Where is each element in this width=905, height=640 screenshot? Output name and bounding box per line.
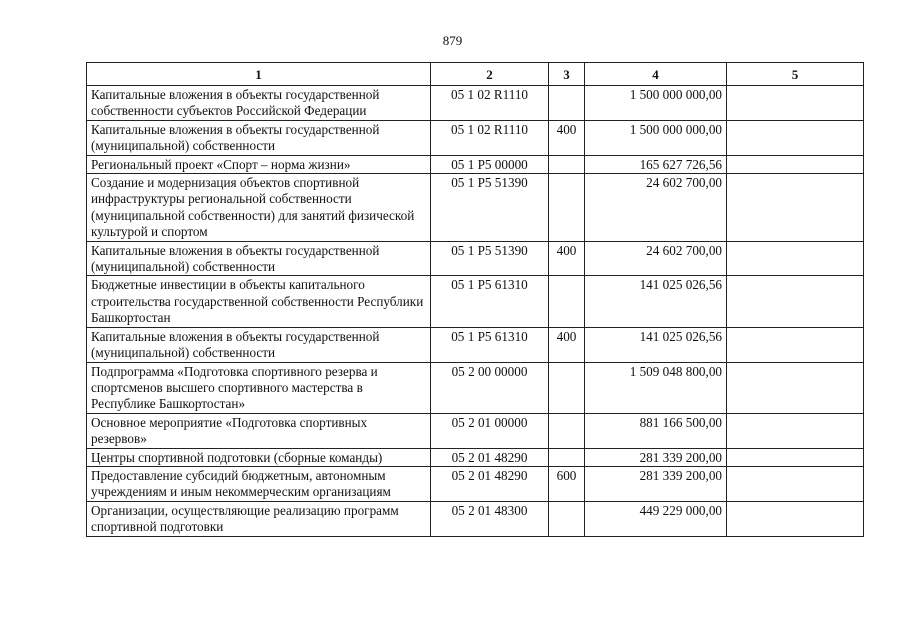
row-vr-cell xyxy=(549,174,585,242)
header-col-5: 5 xyxy=(727,63,864,86)
row-col5-cell xyxy=(727,413,864,448)
row-col5-cell xyxy=(727,241,864,276)
row-code-cell: 05 1 P5 61310 xyxy=(431,327,549,362)
row-code-cell: 05 1 P5 51390 xyxy=(431,174,549,242)
row-name-cell: Центры спортивной подготовки (сборные команды) xyxy=(87,448,431,466)
row-vr-cell: 400 xyxy=(549,241,585,276)
row-col5-cell xyxy=(727,362,864,413)
row-name-cell: Региональный проект «Спорт – норма жизни» xyxy=(87,155,431,173)
row-amount-cell: 1 509 048 800,00 xyxy=(585,362,727,413)
row-col5-cell xyxy=(727,276,864,327)
row-vr-cell xyxy=(549,501,585,536)
table-row xyxy=(87,155,864,173)
row-amount-cell: 281 339 200,00 xyxy=(585,448,727,466)
row-code-cell: 05 1 P5 00000 xyxy=(431,155,549,173)
table-row xyxy=(87,120,864,155)
table-row xyxy=(87,501,864,536)
row-name-cell: Капитальные вложения в объекты государственной собственности субъектов Российской Федерации xyxy=(87,86,431,121)
header-col-3: 3 xyxy=(549,63,585,86)
table-row xyxy=(87,241,864,276)
table-row xyxy=(87,276,864,327)
table-row xyxy=(87,448,864,466)
table-row xyxy=(87,362,864,413)
table-row xyxy=(87,86,864,121)
row-col5-cell xyxy=(727,86,864,121)
row-col5-cell xyxy=(727,155,864,173)
header-col-1: 1 xyxy=(87,63,431,86)
row-name-cell: Бюджетные инвестиции в объекты капитального строительства государственной собственности Республики Башкортостан xyxy=(87,276,431,327)
table-row xyxy=(87,466,864,501)
row-name-cell: Организации, осуществляющие реализацию программ спортивной подготовки xyxy=(87,501,431,536)
row-vr-cell xyxy=(549,413,585,448)
page-number: 879 xyxy=(442,33,463,48)
row-amount-cell: 141 025 026,56 xyxy=(585,276,727,327)
row-name-cell: Капитальные вложения в объекты государственной (муниципальной) собственности xyxy=(87,120,431,155)
row-code-cell: 05 2 01 48300 xyxy=(431,501,549,536)
row-amount-cell: 449 229 000,00 xyxy=(585,501,727,536)
row-code-cell: 05 2 01 48290 xyxy=(431,466,549,501)
row-code-cell: 05 1 P5 51390 xyxy=(431,241,549,276)
row-name-cell: Капитальные вложения в объекты государственной (муниципальной) собственности xyxy=(87,241,431,276)
header-col-4: 4 xyxy=(585,63,727,86)
row-amount-cell: 881 166 500,00 xyxy=(585,413,727,448)
row-amount-cell: 24 602 700,00 xyxy=(585,241,727,276)
row-name-cell: Основное мероприятие «Подготовка спортивных резервов» xyxy=(87,413,431,448)
row-vr-cell: 400 xyxy=(549,120,585,155)
row-name-cell: Капитальные вложения в объекты государственной (муниципальной) собственности xyxy=(87,327,431,362)
budget-table xyxy=(86,62,864,537)
row-name-cell: Предоставление субсидий бюджетным, автономным учреждениям и иным некоммерческим организациям xyxy=(87,466,431,501)
row-code-cell: 05 2 01 00000 xyxy=(431,413,549,448)
row-col5-cell xyxy=(727,327,864,362)
table-body xyxy=(87,86,864,537)
row-vr-cell xyxy=(549,362,585,413)
row-vr-cell xyxy=(549,448,585,466)
row-col5-cell xyxy=(727,501,864,536)
row-col5-cell xyxy=(727,466,864,501)
row-name-cell: Подпрограмма «Подготовка спортивного резерва и спортсменов высшего спортивного мастерства в Республике Башкортостан» xyxy=(87,362,431,413)
table-row xyxy=(87,174,864,242)
row-code-cell: 05 1 02 R1110 xyxy=(431,86,549,121)
row-code-cell: 05 2 01 48290 xyxy=(431,448,549,466)
row-amount-cell: 281 339 200,00 xyxy=(585,466,727,501)
row-name-cell: Создание и модернизация объектов спортивной инфраструктуры региональной собственности (муниципальной собственности) для занятий физической культурой и спортом xyxy=(87,174,431,242)
header-col-2: 2 xyxy=(431,63,549,86)
row-col5-cell xyxy=(727,174,864,242)
row-vr-cell xyxy=(549,155,585,173)
row-amount-cell: 1 500 000 000,00 xyxy=(585,120,727,155)
row-code-cell: 05 1 02 R1110 xyxy=(431,120,549,155)
row-col5-cell xyxy=(727,120,864,155)
row-amount-cell: 165 627 726,56 xyxy=(585,155,727,173)
row-amount-cell: 24 602 700,00 xyxy=(585,174,727,242)
row-col5-cell xyxy=(727,448,864,466)
row-code-cell: 05 2 00 00000 xyxy=(431,362,549,413)
row-vr-cell xyxy=(549,86,585,121)
row-vr-cell: 600 xyxy=(549,466,585,501)
table-header-row xyxy=(87,63,864,86)
row-amount-cell: 141 025 026,56 xyxy=(585,327,727,362)
row-amount-cell: 1 500 000 000,00 xyxy=(585,86,727,121)
table-row xyxy=(87,327,864,362)
row-vr-cell xyxy=(549,276,585,327)
row-code-cell: 05 1 P5 61310 xyxy=(431,276,549,327)
table-row xyxy=(87,413,864,448)
row-vr-cell: 400 xyxy=(549,327,585,362)
